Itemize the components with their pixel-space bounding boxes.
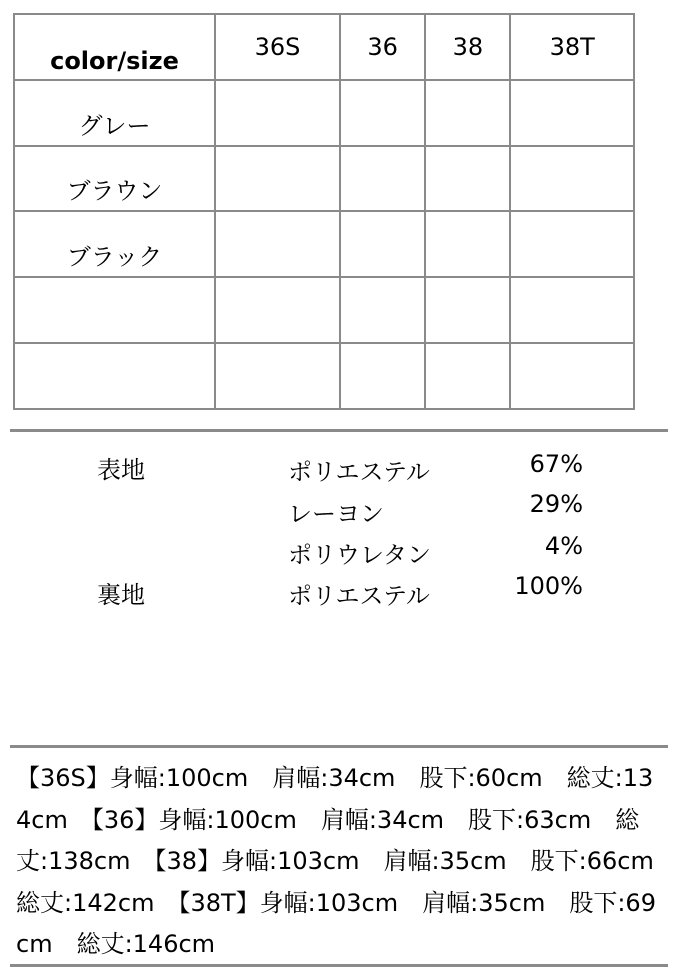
- divider: [10, 429, 668, 432]
- table-cell: [510, 277, 634, 343]
- material-percent: 67%: [529, 450, 583, 478]
- size-header: 38: [425, 14, 510, 80]
- material-percent: 100%: [514, 572, 583, 600]
- table-cell: [340, 146, 425, 212]
- size-header: 38T: [510, 14, 634, 80]
- color-label: ブラウン: [14, 146, 215, 212]
- material-percent: 29%: [529, 490, 583, 518]
- size-color-table: [13, 13, 635, 410]
- table-cell: [425, 277, 510, 343]
- table-cell: [215, 343, 340, 409]
- table-cell: [215, 277, 340, 343]
- lining-fabric-label: 裏地: [97, 581, 145, 609]
- table-cell: [425, 343, 510, 409]
- color-label: グレー: [14, 80, 215, 146]
- table-cell: [510, 80, 634, 146]
- table-row: [14, 343, 634, 409]
- table-cell: [340, 211, 425, 277]
- color-label: [14, 277, 215, 343]
- table-cell: [425, 146, 510, 212]
- size-header: 36: [340, 14, 425, 80]
- divider: [10, 964, 668, 967]
- table-cell: [215, 211, 340, 277]
- table-row: [14, 80, 634, 146]
- face-fabric-label: 表地: [97, 456, 145, 484]
- corner-label: color/size: [14, 14, 215, 80]
- size-header: 36S: [215, 14, 340, 80]
- table-cell: [510, 211, 634, 277]
- table-row: [14, 211, 634, 277]
- size-measurements-text: 【36S】身幅:100cm 肩幅:34cm 股下:60cm 総丈:134cm 【36】身幅:100cm 肩幅:34cm 股下:63cm 総丈:138cm 【38】身幅:103cm 肩幅:35cm 股下:66cm 総丈:142cm 【38T】身幅:103cm 肩幅:35cm 股下:69cm 総丈:146cm: [16, 764, 678, 958]
- table-cell: [340, 277, 425, 343]
- table-row: [14, 277, 634, 343]
- divider: [10, 745, 668, 748]
- table-cell: [340, 343, 425, 409]
- material-name: ポリエステル: [288, 582, 430, 610]
- material-name: ポリエステル: [288, 458, 430, 486]
- color-label: [14, 343, 215, 409]
- table-cell: [510, 343, 634, 409]
- table-cell: [340, 80, 425, 146]
- table-cell: [425, 211, 510, 277]
- table-cell: [215, 80, 340, 146]
- table-row: [14, 146, 634, 212]
- table-cell: [510, 146, 634, 212]
- table-cell: [215, 146, 340, 212]
- material-name: レーヨン: [288, 500, 384, 528]
- table-cell: [425, 80, 510, 146]
- material-name: ポリウレタン: [288, 541, 432, 569]
- color-label: ブラック: [14, 211, 215, 277]
- material-percent: 4%: [544, 532, 583, 560]
- table-header-row: [14, 14, 634, 80]
